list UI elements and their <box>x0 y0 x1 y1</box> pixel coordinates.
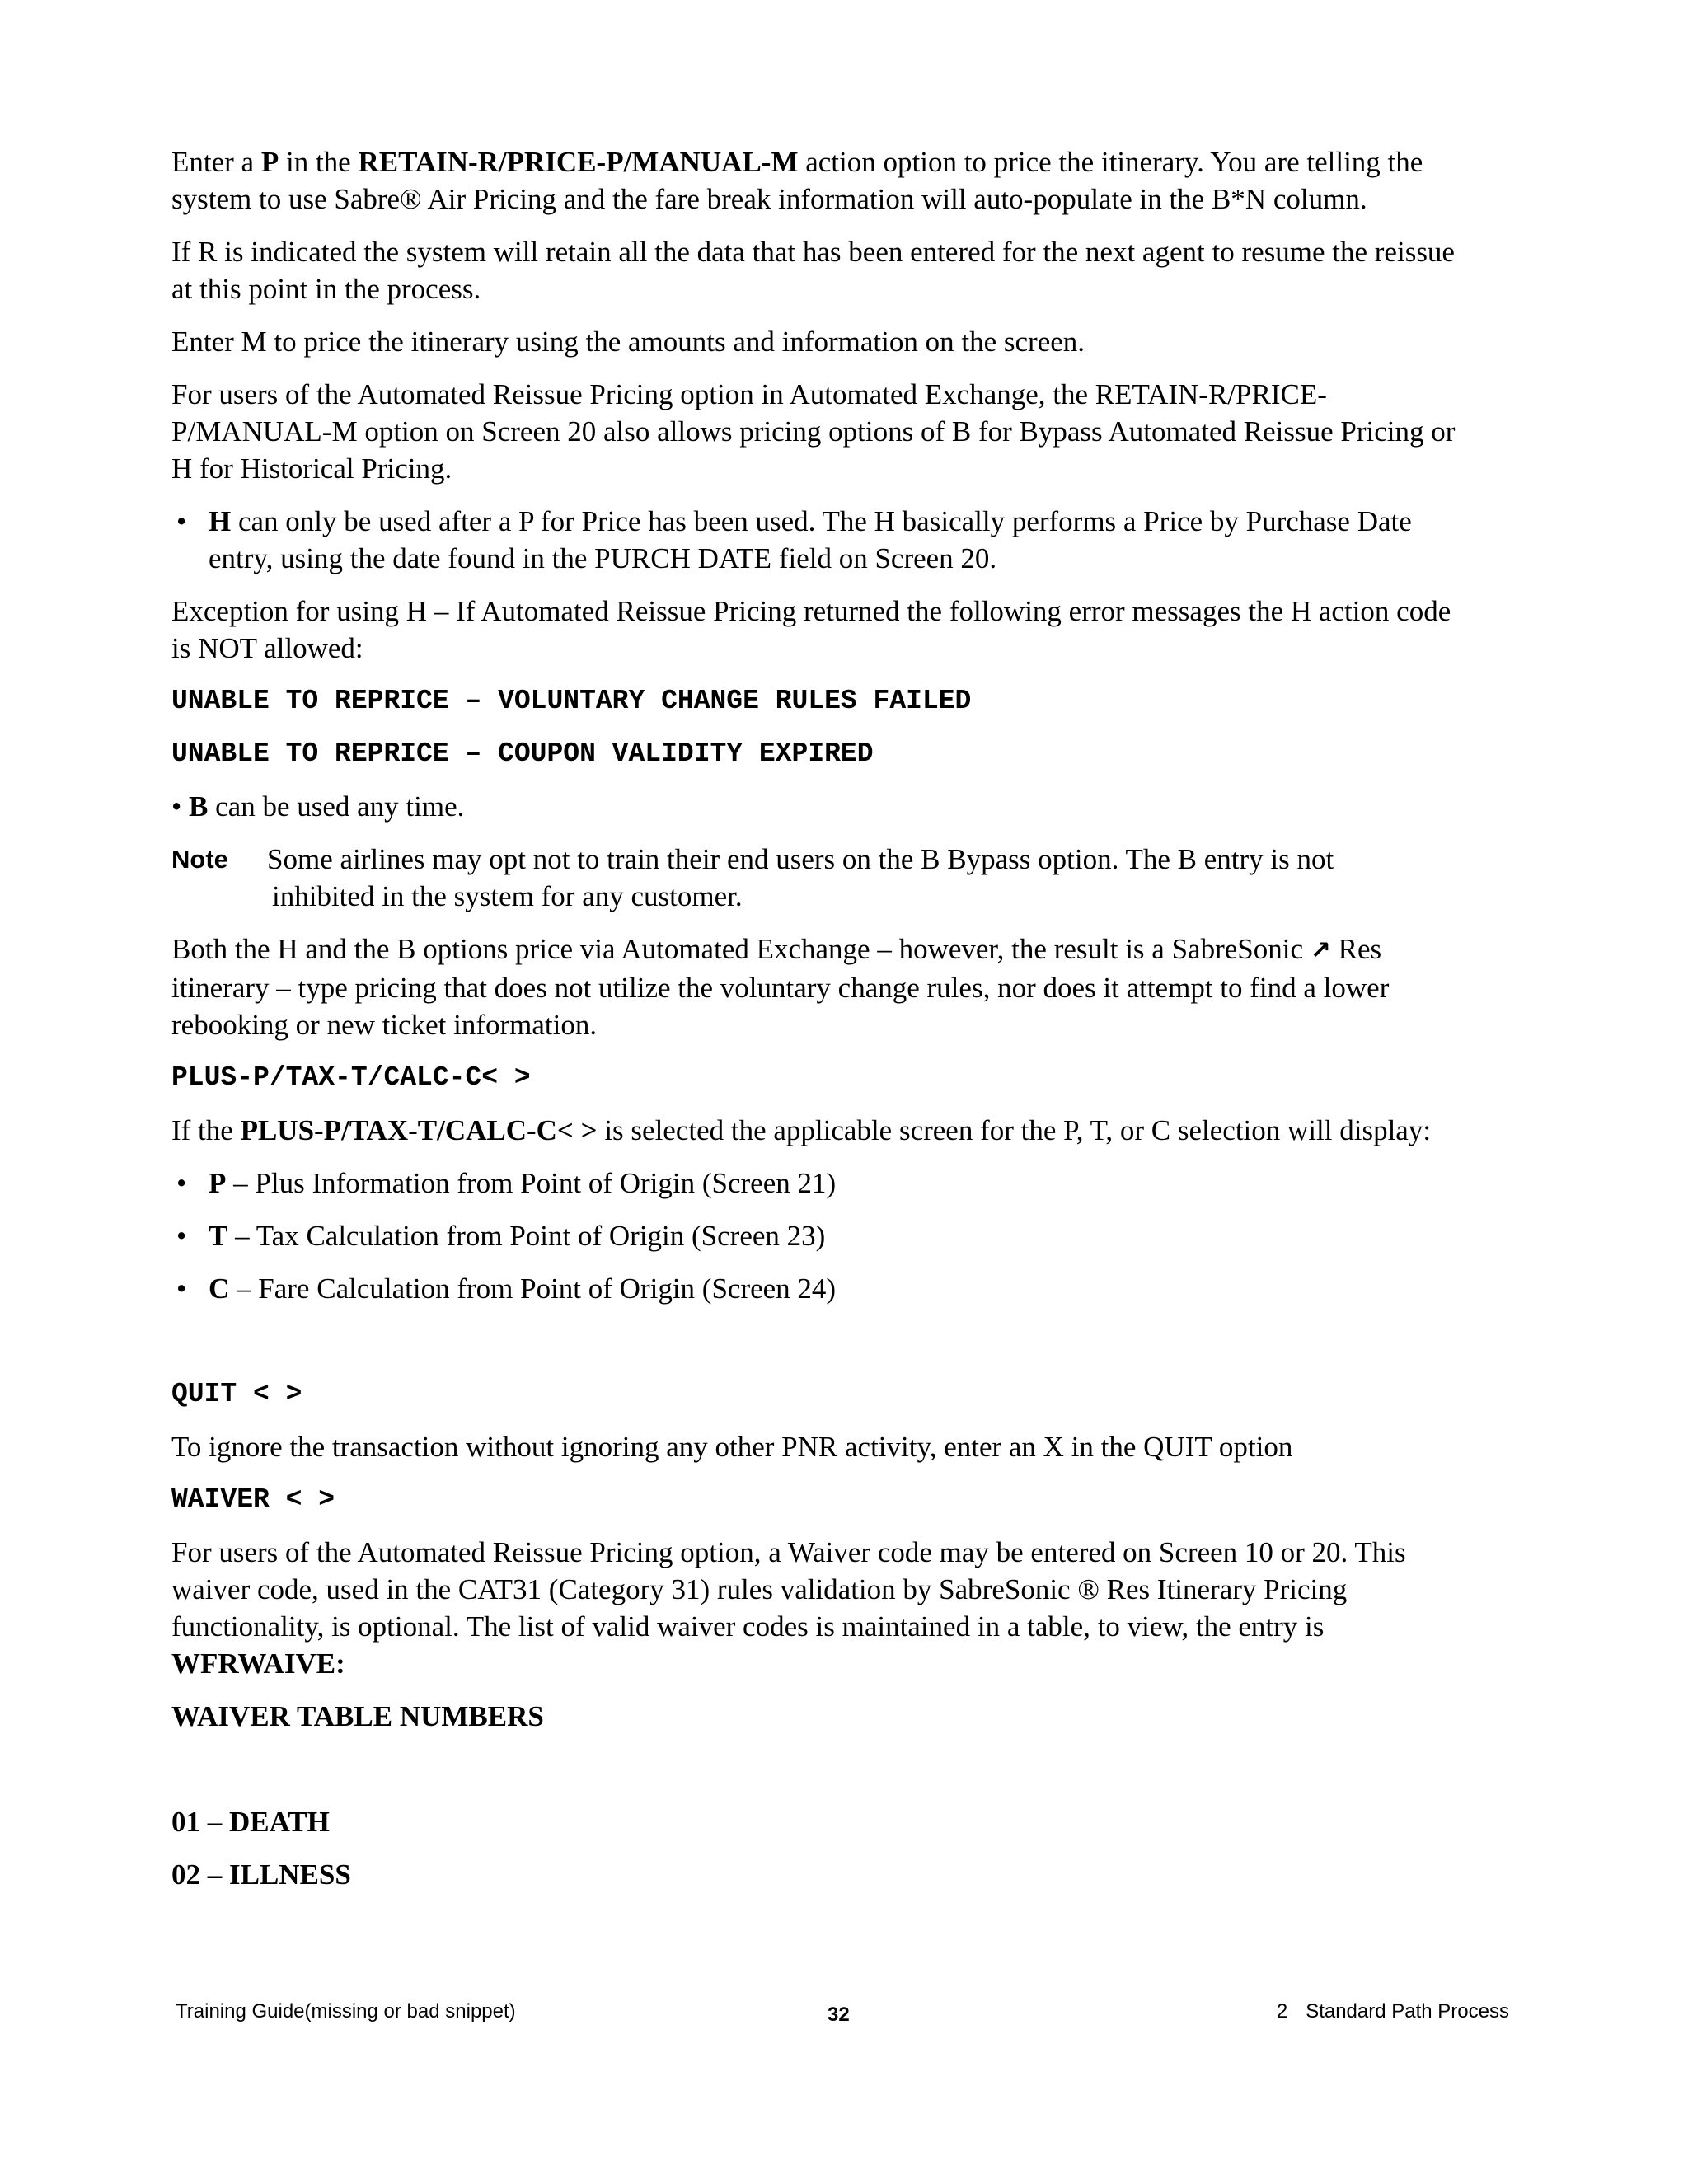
note-label: Note <box>171 845 228 874</box>
field-label-quit: QUIT < > <box>171 1379 302 1409</box>
note-block <box>171 841 1457 915</box>
waiver-table-heading: WAIVER TABLE NUMBERS <box>171 1700 544 1732</box>
chapter-title: Standard Path Process <box>1306 2000 1509 2022</box>
footer-guide-title: Training Guide(missing or bad snippet) <box>176 2000 516 2022</box>
paragraph-exception: Exception for using H – If Automated Reissue Pricing returned the following error messages the H action code is NOT allowed: <box>171 595 1451 664</box>
list-item: • H can only be used after a P for Price has been used. The H basically performs a Price by Purchase Date entry, using the date found in the PURCH DATE field on Screen 20. <box>171 503 1457 577</box>
paragraph-automated-reissue: For users of the Automated Reissue Pricing option in Automated Exchange, the RETAIN-R/PRICE-P/MANUAL-M option on Screen 20 also allows pricing options of B for Bypass Automated Reissue Pricing or H for Historical Pricing. <box>171 378 1456 485</box>
paragraph-quit: To ignore the transaction without ignoring any other PNR activity, enter an X in the QUIT option <box>171 1431 1293 1463</box>
paragraph-options-result: Both the H and the B options price via Automated Exchange – however, the result is a SabreSonic ↗ Res itinerary – type pricing that does not utilize the voluntary change rules, nor does it attempt to find a lower rebooking or new ticket information. <box>171 933 1390 1041</box>
paragraph-manual: Enter M to price the itinerary using the amounts and information on the screen. <box>171 326 1085 358</box>
paragraph-waiver: For users of the Automated Reissue Pricing option, a Waiver code may be entered on Screen 10 or 20. This waiver code, used in the CAT31 (Category 31) rules validation by SabreSonic ® Res Itinerary Pricing functionality, is optional. The list of valid waiver codes is maintained in a table, to view, the entry is WFRWAIVE: <box>171 1536 1406 1680</box>
paragraph-plus-selection: If the PLUS-P/TAX-T/CALC-C< > is selected the applicable screen for the P, T, or C selection will display: <box>171 1114 1432 1146</box>
error-message: UNABLE TO REPRICE – COUPON VALIDITY EXPIRED <box>171 738 874 769</box>
waiver-code: 01 – DEATH <box>171 1806 330 1838</box>
page-body <box>171 143 1457 1909</box>
error-message: UNABLE TO REPRICE – VOLUNTARY CHANGE RULES FAILED <box>171 686 972 716</box>
paragraph-price-option: Enter a P in the RETAIN-R/PRICE-P/MANUAL-M action option to price the itinerary. You are telling the system to use Sabre® Air Pricing and the fare break information will auto-populate in the B*N column. <box>171 146 1423 215</box>
field-label-plus: PLUS-P/TAX-T/CALC-C< > <box>171 1062 531 1093</box>
waiver-code: 02 – ILLNESS <box>171 1858 351 1891</box>
page-number: 32 <box>828 2004 850 2026</box>
footer-chapter <box>1277 1993 1509 2030</box>
bullet-list-options <box>171 1165 1457 1307</box>
list-item: • P – Plus Information from Point of Origin (Screen 21) <box>171 1165 1457 1202</box>
spacer <box>171 1750 1457 1803</box>
bold-term: P <box>260 146 279 178</box>
note-text: Some airlines may opt not to train their end users on the B Bypass option. The B entry is not inhibited in the system for any customer. <box>267 843 1334 912</box>
chapter-number: 2 <box>1276 2000 1288 2022</box>
list-item: • C – Fare Calculation from Point of Origin (Screen 24) <box>171 1270 1457 1307</box>
bold-term: RETAIN-R/PRICE-P/MANUAL-M <box>358 146 799 178</box>
list-item: • T – Tax Calculation from Point of Origin (Screen 23) <box>171 1217 1457 1254</box>
paragraph-retain: If R is indicated the system will retain all the data that has been entered for the next agent to resume the reissue at this point in the process. <box>171 236 1455 305</box>
spacer <box>171 1323 1457 1376</box>
bullet-list-h <box>171 503 1457 577</box>
field-label-waiver: WAIVER < > <box>171 1484 335 1515</box>
external-link-icon: ↗ <box>1310 936 1331 965</box>
paragraph-bypass: • B can be used any time. <box>171 790 465 823</box>
